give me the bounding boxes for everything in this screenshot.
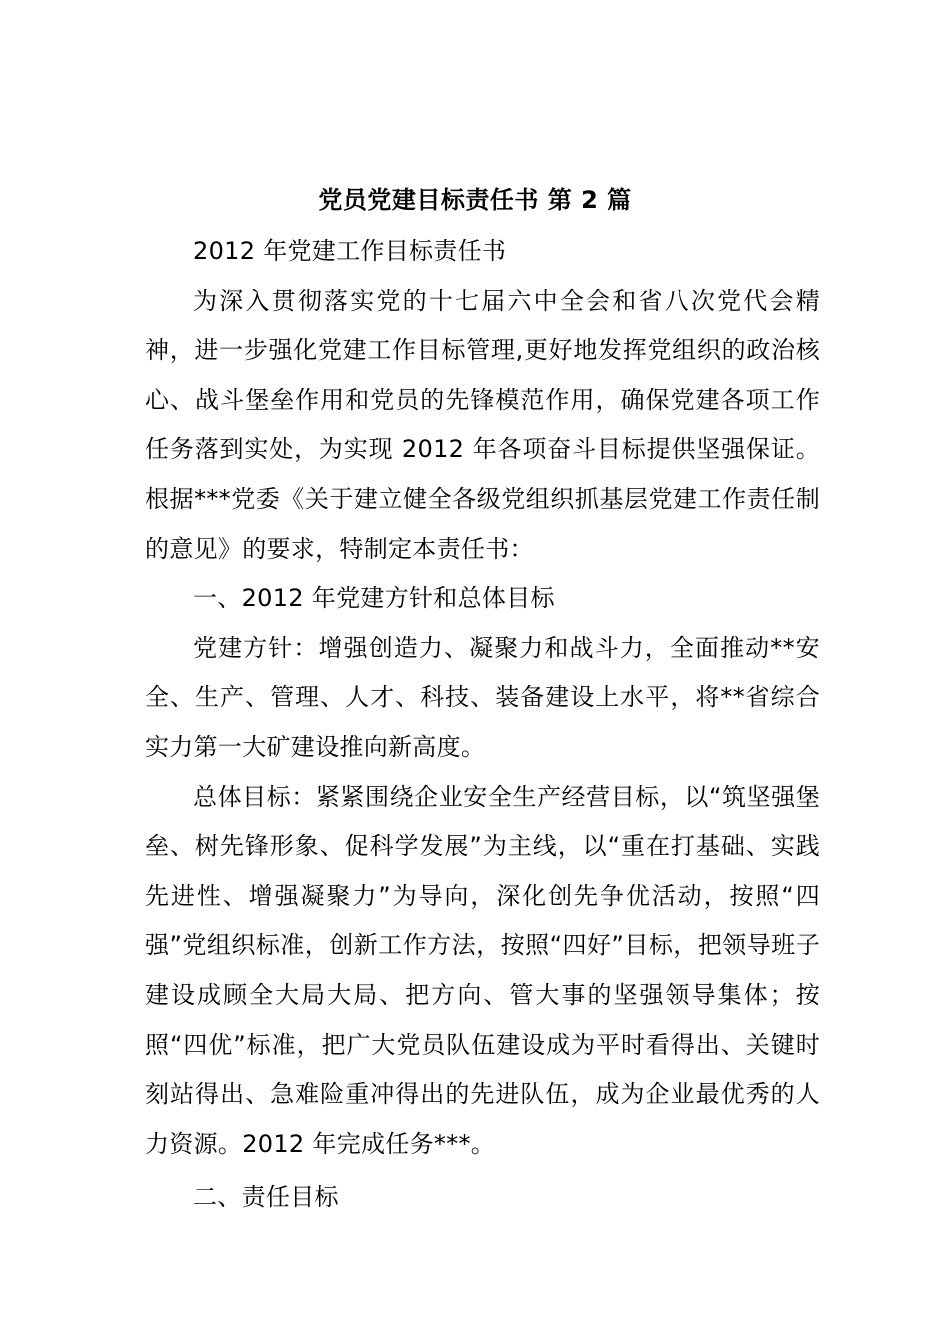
paragraph-policy: 党建方针：增强创造力、凝聚力和战斗力，全面推动**安全、生产、管理、人才、科技、装备建设上水平，将**省综合实力第一大矿建设推向新高度。 bbox=[145, 633, 820, 761]
paragraph-overall-goal: 总体目标：紧紧围绕企业安全生产经营目标，以“筑坚强堡垒、树先锋形象、促科学发展”为主线，以“重在打基础、实践先进性、增强凝聚力”为导向，深化创先争优活动，按照“四强”党组织标准，创新工作方法，按照“四好”目标，把领导班子建设成顾全大局大局、把方向、管大事的坚强领导集体；按照“四优”标准，把广大党员队伍建设成为平时看得出、关键时刻站得出、急难险重冲得出的先进队伍，成为企业最优秀的人力资源。2012 年完成任务***。 bbox=[145, 782, 820, 1158]
document-title: 党员党建目标责任书 第 2 篇 bbox=[318, 186, 632, 214]
document-subtitle: 2012 年党建工作目标责任书 bbox=[193, 237, 507, 265]
document-body bbox=[145, 227, 820, 1223]
section-heading-1: 一、2012 年党建方针和总体目标 bbox=[193, 584, 555, 613]
paragraph-intro: 为深入贯彻落实党的十七届六中全会和省八次党代会精神，进一步强化党建工作目标管理,更好地发挥党组织的政治核心、战斗堡垒作用和党员的先锋模范作用，确保党建各项工作任务落到实处，为实现 2012 年各项奋斗目标提供坚强保证。根据***党委《关于建立健全各级党组织抓基层党建工作责任制的意见》的要求，特制定本责任书： bbox=[145, 286, 820, 563]
section-heading-2: 二、责任目标 bbox=[193, 1183, 339, 1212]
